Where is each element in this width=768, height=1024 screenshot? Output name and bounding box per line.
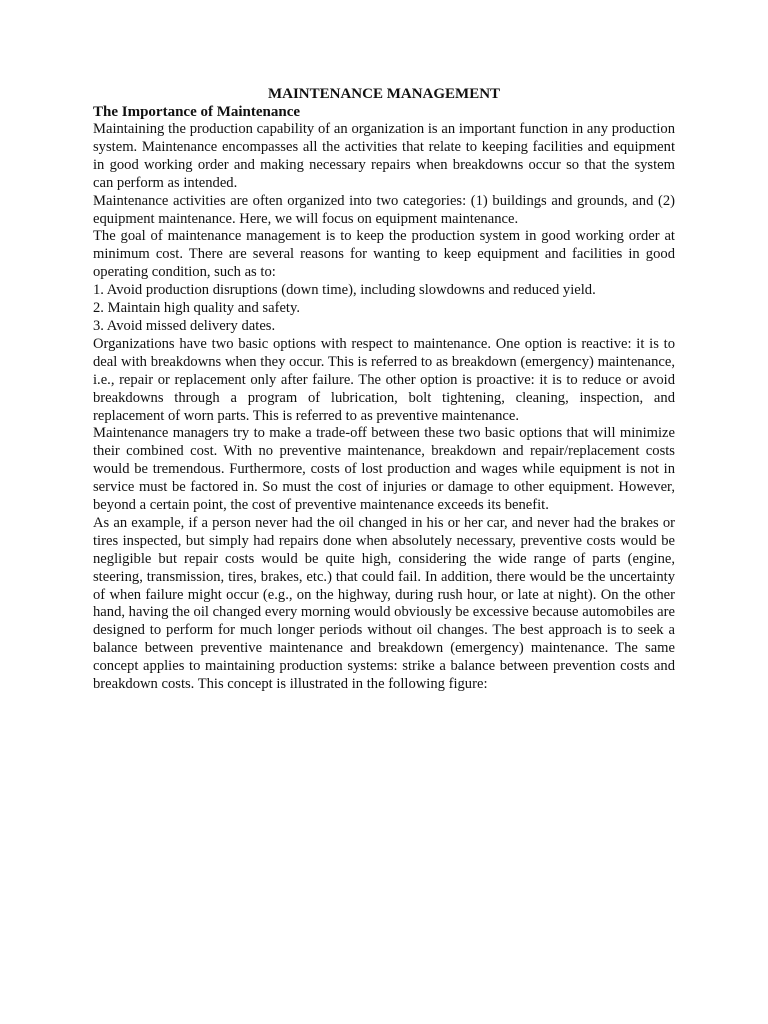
paragraph-body-2: Maintenance managers try to make a trade-off between these two basic options that will minimize their combined cost. With no preventive maintenance, breakdown and repair/replacement costs would be tremendous. Furthermore, costs of lost production and wages while equipment is not in service must be factored in. So must the cost of injuries or damage to other equipment. However, beyond a certain point, the cost of preventive maintenance exceeds its benefit.	[93, 425, 675, 514]
paragraph-intro-3: The goal of maintenance management is to keep the production system in good working order at minimum cost. There are several reasons for wanting to keep equipment and facilities in good operating condition, such as to:	[93, 228, 675, 281]
list-item-2: 2. Maintain high quality and safety.	[93, 300, 300, 317]
list-item-3: 3. Avoid missed delivery dates.	[93, 317, 276, 334]
document-title: MAINTENANCE MANAGEMENT	[267, 86, 501, 102]
paragraph-body-1: Organizations have two basic options with respect to maintenance. One option is reactive: it is to deal with breakdowns when they occur. This is referred to as breakdown (emergency) maintenance, i.e., repair or replacement only after failure. The other option is proactive: it is to reduce or avoid breakdowns through a program of lubrication, bolt tightening, cleaning, inspection, and replacement of worn parts. This is referred to as preventive maintenance.	[93, 335, 675, 424]
paragraph-body-3: As an example, if a person never had the oil changed in his or her car, and never had the brakes or tires inspected, but simply had repairs done when absolutely necessary, preventive costs would be negligible but repair costs would be quite high, considering the wide range of parts (engine, steering, transmission, tires, brakes, etc.) that could fail. In addition, there would be the uncertainty of when failure might occur (e.g., on the highway, during rush hour, or late at night). On the other hand, having the oil changed every morning would obviously be excessive because automobiles are designed to perform for much longer periods without oil changes. The best approach is to seek a balance between preventive maintenance and breakdown (emergency) maintenance. The same concept applies to maintaining production systems: strike a balance between prevention costs and breakdown costs. This concept is illustrated in the following figure:	[93, 514, 675, 693]
paragraph-intro-1: Maintaining the production capability of an organization is an important function in any production system. Maintenance encompasses all the activities that relate to keeping facilities and equipment in good working order and making necessary repairs when breakdowns occur so that the system can perform as intended.	[93, 121, 675, 191]
list-item-1: 1. Avoid production disruptions (down time), including slowdowns and reduced yield.	[93, 282, 596, 299]
paragraph-intro-2: Maintenance activities are often organized into two categories: (1) buildings and grounds, and (2) equipment maintenance. Here, we will focus on equipment maintenance.	[93, 192, 675, 227]
section-heading: The Importance of Maintenance	[93, 104, 301, 120]
